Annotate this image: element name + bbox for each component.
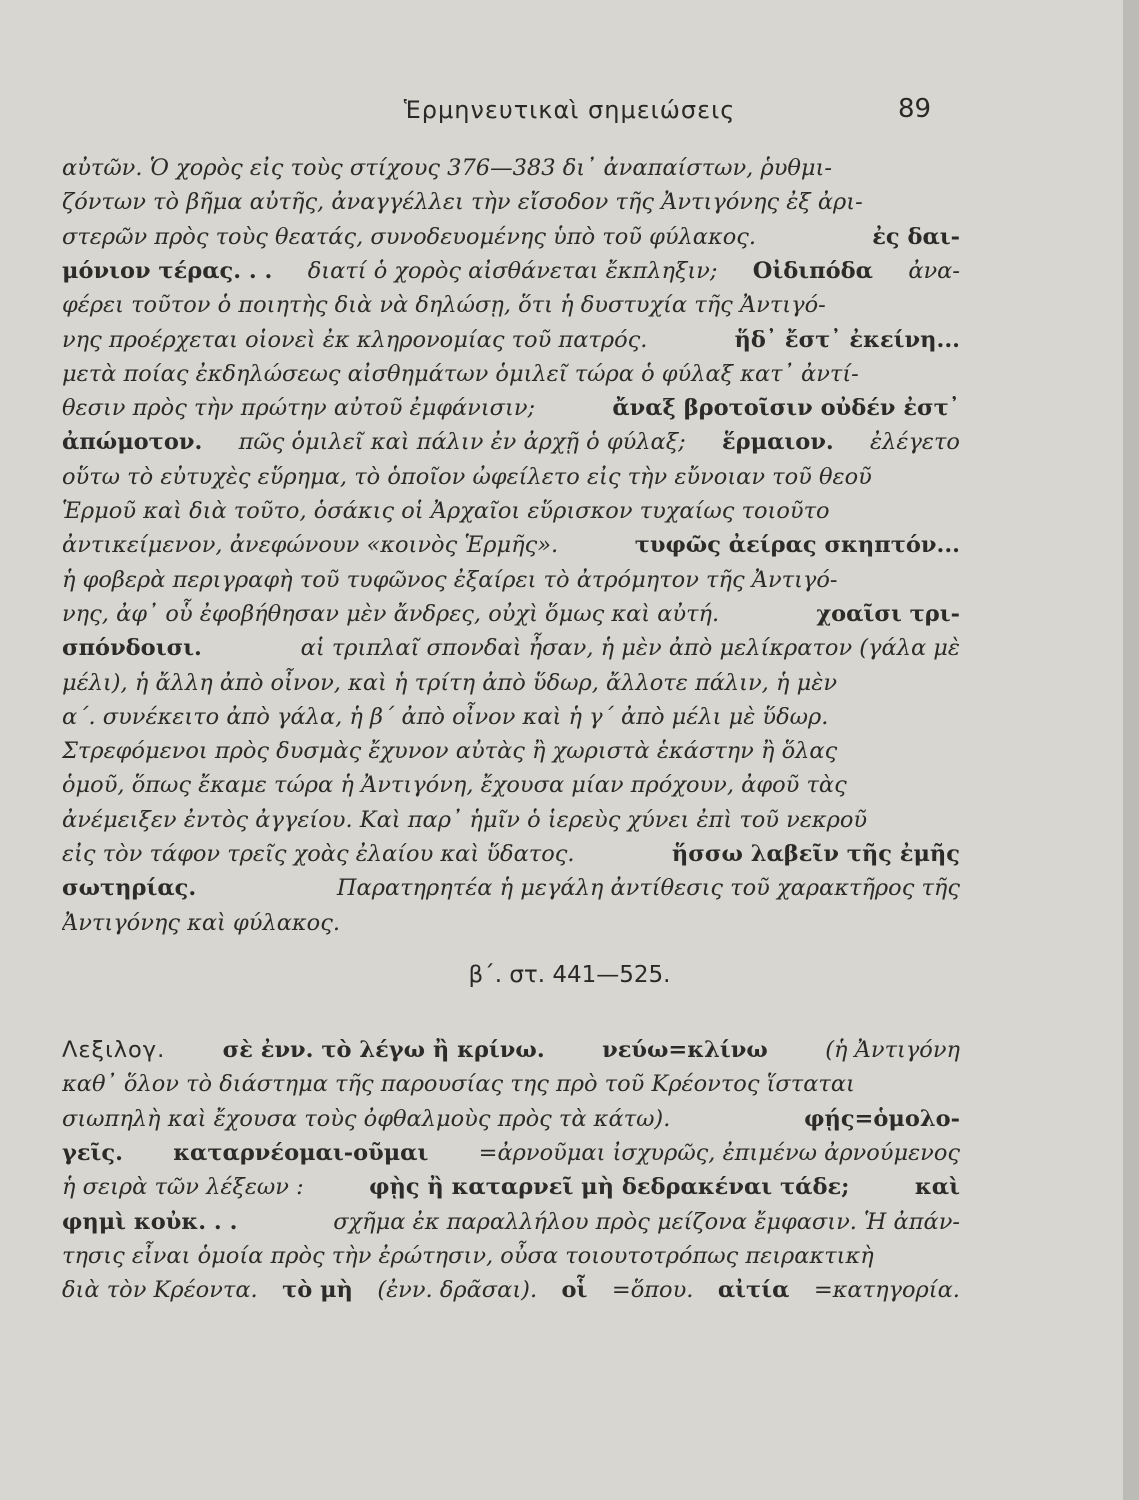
text-segment: θεσιν πρὸς τὴν πρώτην αὐτοῦ ἐμφάνισιν; (62, 395, 536, 422)
text-line (62, 836, 960, 872)
text-segment: ἄναξ βροτοῖσιν οὐδέν ἐστ᾽ (612, 395, 960, 422)
page-number: 89 (898, 94, 932, 124)
text-segment: ὁμοῦ, ὅπως ἔκαμε τώρα ἡ Ἀντιγόνη, ἔχουσα μίαν πρόχουν, ἀφοῦ τὰς (62, 772, 847, 799)
text-segment: Ἑρμοῦ καὶ διὰ τοῦτο, ὁσάκις οἱ Ἀρχαῖοι εὕρισκον τυχαίως τοιοῦτο (62, 498, 830, 524)
text-segment: Λεξιλογ. (62, 1037, 166, 1063)
text-line (62, 733, 960, 769)
text-segment: ἀνα- (908, 257, 960, 284)
text-segment: ἀντικείμενον, ἀνεφώνουν «κοινὸς Ἑρμῆς». (62, 532, 559, 559)
text-line (62, 424, 960, 460)
text-line (62, 1066, 960, 1102)
text-segment: πῶς ὁμιλεῖ καὶ πάλιν ἐν ἀρχῇ ὁ φύλαξ; (238, 429, 686, 456)
text-line (62, 1032, 960, 1068)
text-segment: ἕρμαιον. (722, 429, 834, 456)
text-segment: (ἡ Ἀντιγόνη (825, 1037, 960, 1063)
text-segment: καθ᾽ ὅλον τὸ διάστημα τῆς παρουσίας της πρὸ τοῦ Κρέοντος ἵσταται (62, 1071, 855, 1098)
text-segment: ἐς δαι- (872, 223, 960, 250)
text-segment: Στρεφόμενοι πρὸς δυσμὰς ἔχυνον αὐτὰς ἢ χωριστὰ ἑκάστην ἢ ὅλας (62, 738, 838, 765)
text-segment: καταρνέομαι-οῦμαι (173, 1139, 429, 1166)
text-segment: οἷ (561, 1277, 588, 1304)
text-segment: ἥδ᾽ ἔστ᾽ ἐκείνη... (734, 326, 960, 353)
text-segment: σὲ ἐνν. τὸ λέγω ἢ κρίνω. (222, 1037, 545, 1063)
text-segment: αἱ τριπλαῖ σπονδαὶ ἦσαν, ἡ μὲν ἀπὸ μελίκρατον (γάλα μὲ (300, 635, 960, 662)
text-segment: σπόνδοισι. (62, 635, 202, 662)
text-line (62, 905, 960, 941)
text-line (62, 527, 960, 563)
text-segment: ἐλέγετο (870, 429, 960, 456)
text-segment: Παρατηρητέα ἡ μεγάλη ἀντίθεσις τοῦ χαρακτῆρος τῆς (336, 875, 960, 902)
text-segment: χοαῖσι τρι- (816, 600, 960, 627)
text-segment: διατί ὁ χορὸς αἰσθάνεται ἔκπληξιν; (307, 257, 718, 284)
text-segment: νης προέρχεται οἱονεὶ ἐκ κληρονομίας τοῦ πατρός. (62, 326, 648, 353)
text-line (62, 219, 960, 255)
text-segment: =ὅπου. (611, 1277, 694, 1304)
text-segment: στερῶν πρὸς τοὺς θεατάς, συνοδευομένης ὑπὸ τοῦ φύλακος. (62, 223, 757, 250)
text-line (62, 493, 960, 529)
text-line (62, 1272, 960, 1308)
text-segment: ἡ σειρὰ τῶν λέξεων : (62, 1174, 304, 1201)
text-segment: σχῆμα ἐκ παραλλήλου πρὸς μείζονα ἔμφασιν. Ἡ ἀπάν- (333, 1208, 960, 1235)
text-segment: τὸ μὴ (282, 1277, 353, 1304)
text-segment: μέλι), ἡ ἄλλη ἀπὸ οἶνον, καὶ ἡ τρίτη ἀπὸ ὕδωρ, ἄλλοτε πάλιν, ἡ μὲν (62, 669, 837, 696)
text-line (62, 322, 960, 358)
text-line (62, 150, 960, 186)
text-line (62, 1238, 960, 1274)
text-line (62, 184, 960, 220)
text-segment: διὰ τὸν Κρέοντα. (62, 1277, 258, 1304)
text-segment: Οἰδιπόδα (752, 257, 873, 284)
text-line (62, 459, 960, 495)
text-line (62, 287, 960, 323)
page-edge-shadow (1123, 0, 1139, 1500)
text-segment: τυφῶς ἀείρας σκηπτόν... (634, 532, 960, 559)
text-segment: =ἀρνοῦμαι ἰσχυρῶς, ἐπιμένω ἀρνούμενος (478, 1139, 960, 1166)
text-segment: ζόντων τὸ βῆμα αὐτῆς, ἀναγγέλλει τὴν εἴσοδον τῆς Ἀντιγόνης ἐξ ἀρι- (62, 189, 863, 216)
text-segment: Ἀντιγόνης καὶ φύλακος. (62, 909, 340, 936)
text-segment: φῂς ἢ καταρνεῖ μὴ δεδρακέναι τάδε; (369, 1174, 850, 1201)
text-segment: οὕτω τὸ εὐτυχὲς εὕρημα, τὸ ὁποῖον ὠφείλετο εἰς τὴν εὔνοιαν τοῦ θεοῦ (62, 463, 872, 490)
text-line (62, 596, 960, 632)
text-segment: ἥσσω λαβεῖν τῆς ἐμῆς (671, 841, 960, 867)
text-segment: ἡ φοβερὰ περιγραφὴ τοῦ τυφῶνος ἐξαίρει τὸ ἀτρόμητον τῆς Ἀντιγό- (62, 566, 838, 593)
text-segment: σιωπηλὴ καὶ ἔχουσα τοὺς ὀφθαλμοὺς πρὸς τὰ κάτω). (62, 1105, 671, 1132)
text-segment: α΄. συνέκειτο ἀπὸ γάλα, ἡ β΄ ἀπὸ οἶνον καὶ ἡ γ΄ ἀπὸ μέλι μὲ ὕδωρ. (62, 703, 829, 730)
text-segment: νης, ἀφ᾽ οὗ ἐφοβήθησαν μὲν ἄνδρες, οὐχὶ ὅμως καὶ αὐτή. (62, 600, 720, 627)
text-line (62, 1204, 960, 1240)
running-header: Ἑρμηνευτικαὶ σημειώσεις (403, 96, 736, 124)
text-segment: σωτηρίας. (62, 875, 197, 902)
text-segment: καὶ (914, 1174, 960, 1201)
text-line (62, 767, 960, 803)
text-segment: εἰς τὸν τάφον τρεῖς χοὰς ἐλαίου καὶ ὕδατος. (62, 841, 575, 867)
text-line (62, 630, 960, 666)
text-line (62, 253, 960, 289)
text-segment: ἀνέμειξεν ἐντὸς ἀγγείου. Καὶ παρ᾽ ἡμῖν ὁ ἱερεὺς χύνει ἐπὶ τοῦ νεκροῦ (62, 806, 868, 833)
text-segment: =κατηγορία. (813, 1277, 960, 1304)
text-line (62, 665, 960, 701)
text-line (62, 390, 960, 426)
text-segment: φῄς=ὁμολο- (804, 1105, 960, 1132)
text-line (62, 1169, 960, 1205)
text-segment: τησις εἶναι ὁμοία πρὸς τὴν ἐρώτησιν, οὖσα τοιουτοτρόπως πειρακτικὴ (62, 1242, 874, 1269)
section-heading: β΄. στ. 441—525. (468, 962, 671, 988)
text-segment: μόνιον τέρας. . . (62, 257, 273, 284)
text-segment: νεύω=κλίνω (602, 1037, 768, 1063)
text-line (62, 1101, 960, 1137)
text-segment: γεῖς. (62, 1139, 123, 1166)
text-line (62, 699, 960, 735)
text-line (62, 802, 960, 838)
text-line (62, 1135, 960, 1171)
text-line (62, 356, 960, 392)
text-segment: μετὰ ποίας ἐκδηλώσεως αἰσθημάτων ὁμιλεῖ τώρα ὁ φύλαξ κατ᾽ ἀντί- (62, 360, 859, 387)
text-segment: ἀπώμοτον. (62, 429, 203, 456)
text-line (62, 562, 960, 598)
text-segment: (ἐνν. δρᾶσαι). (377, 1277, 538, 1304)
text-line (62, 870, 960, 906)
text-segment: αὐτῶν. Ὁ χορὸς εἰς τοὺς στίχους 376—383 δι᾽ ἀναπαίστων, ῥυθμι- (62, 155, 832, 181)
text-segment: φέρει τοῦτον ὁ ποιητὴς διὰ νὰ δηλώσῃ, ὅτι ἡ δυστυχία τῆς Ἀντιγό- (62, 292, 826, 319)
text-segment: αἰτία (717, 1277, 790, 1304)
text-segment: φημὶ κοὐκ. . . (62, 1208, 238, 1235)
